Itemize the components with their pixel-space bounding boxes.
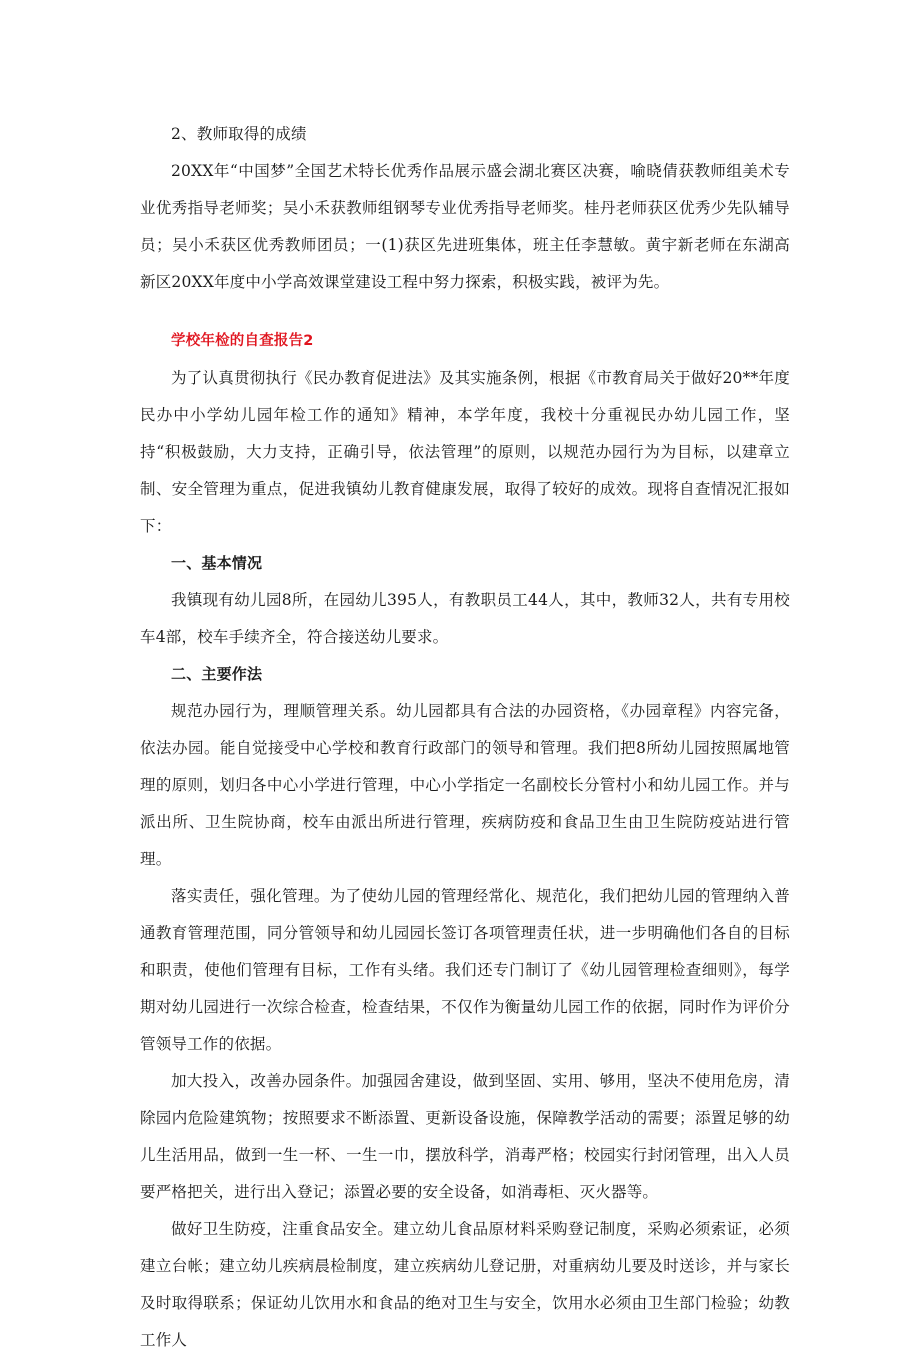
section-title: 学校年检的自查报告2: [171, 333, 314, 349]
heading-basic-situation: 一、基本情况: [171, 554, 263, 572]
paragraph-responsibility: 落实责任，强化管理。为了使幼儿园的管理经常化、规范化，我们把幼儿园的管理纳入普通教育管理范围，同分管领导和幼儿园园长签订各项管理责任状，进一步明确他们各自的目标和职责，使他们管理有目标，工作有头绪。我们还专门制订了《幼儿园管理检查细则》，每学期对幼儿园进行一次综合检查，检查结果，不仅作为衡量幼儿园工作的依据，同时作为评价分管领导工作的依据。: [140, 887, 790, 1053]
paragraph-standardize: 规范办园行为，理顺管理关系。幼儿园都具有合法的办园资格，《办园章程》内容完备，依法办园。能自觉接受中心学校和教育行政部门的领导和管理。我们把8所幼儿园按照属地管理的原则，划归各中心小学进行管理，中心小学指定一名副校长分管村小和幼儿园工作。并与派出所、卫生院协商，校车由派出所进行管理，疾病防疫和食品卫生由卫生院防疫站进行管理。: [140, 702, 790, 868]
document-page: [140, 116, 790, 1359]
paragraph-investment: 加大投入，改善办园条件。加强园舍建设，做到坚固、实用、够用，坚决不使用危房，清除园内危险建筑物；按照要求不断添置、更新设备设施，保障教学活动的需要；添置足够的幼儿生活用品，做到一生一杯、一生一巾，摆放科学，消毒严格；校园实行封闭管理，出入人员要严格把关，进行出入登记；添置必要的安全设备，如消毒柜、灭火器等。: [140, 1072, 790, 1201]
paragraph-hygiene: 做好卫生防疫，注重食品安全。建立幼儿食品原材料采购登记制度，采购必须索证，必须建立台帐；建立幼儿疾病晨检制度，建立疾病幼儿登记册，对重病幼儿要及时送诊，并与家长及时取得联系；保证幼儿饮用水和食品的绝对卫生与安全，饮用水必须由卫生部门检验；幼教工作人: [140, 1220, 790, 1349]
paragraph-achievements: 20XX年“中国梦”全国艺术特长优秀作品展示盛会湖北赛区决赛，喻晓倩获教师组美术专业优秀指导老师奖；吴小禾获教师组钢琴专业优秀指导老师奖。桂丹老师获区优秀少先队辅导员；吴小禾获区优秀教师团员；一(1)获区先进班集体，班主任李慧敏。黄宇新老师在东湖高新区20XX年度中小学高效课堂建设工程中努力探索，积极实践，被评为先。: [140, 162, 790, 291]
paragraph-basic-situation: 我镇现有幼儿园8所，在园幼儿395人，有教职员工44人，其中，教师32人，共有专用校车4部，校车手续齐全，符合接送幼儿要求。: [140, 591, 790, 646]
paragraph-intro: 为了认真贯彻执行《民办教育促进法》及其实施条例，根据《市教育局关于做好20**年度民办中小学幼儿园年检工作的通知》精神，本学年度，我校十分重视民办幼儿园工作，坚持“积极鼓励，大力支持，正确引导，依法管理”的原则，以规范办园行为为目标，以建章立制、安全管理为重点，促进我镇幼儿教育健康发展，取得了较好的成效。现将自查情况汇报如下：: [140, 369, 790, 535]
heading-main-practices: 二、主要作法: [171, 665, 263, 683]
subheading-teacher-achievements: 2、教师取得的成绩: [171, 125, 307, 143]
